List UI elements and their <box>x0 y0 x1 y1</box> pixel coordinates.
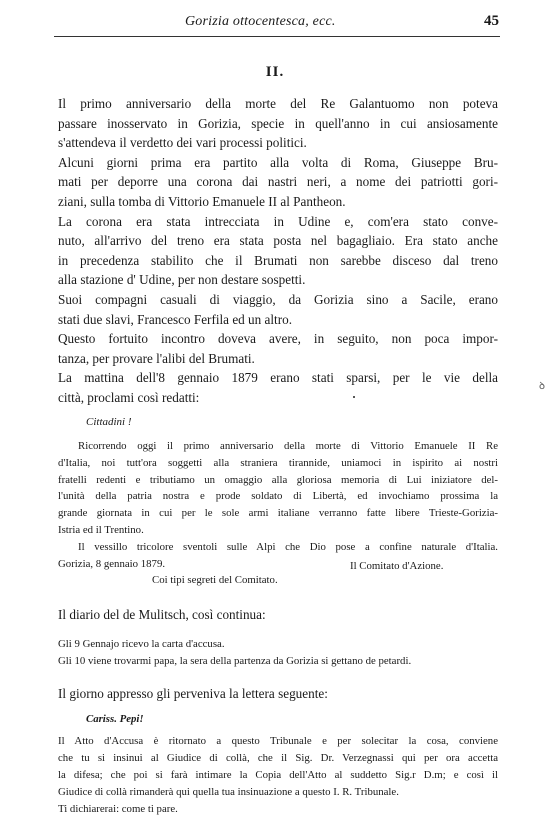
body-line: Suoi compagni casuali di viaggio, da Gorizia sino a Sacile, erano <box>58 291 498 307</box>
proclamation-printer-note: Coi tipi segreti del Comitato. <box>152 574 278 586</box>
header-rule <box>54 36 500 37</box>
proclamation-line: l'unità della patria nostra e prode soldato di Libertà, ed invochiamo prossima la <box>58 490 498 503</box>
proclamation-signature: Il Comitato d'Azione. <box>350 560 444 572</box>
proclamation-date: Gorizia, 8 gennaio 1879. <box>58 557 166 570</box>
proclamation-line: Ricorrendo oggi il primo anniversario della morte di Vittorio Emanuele II Re <box>78 440 498 452</box>
chapter-heading: II. <box>265 64 285 80</box>
diary-entries <box>58 636 498 670</box>
body-line: città, proclami così redatti: <box>58 389 200 405</box>
letter-line: Ti dichiarerai: come ti pare. <box>58 803 178 815</box>
body-line: La mattina dell'8 gennaio 1879 erano stati sparsi, per le vie della <box>58 370 498 386</box>
letter-line: la difesa; che poi si farà intimare la Copia dell'Atto al suddetto Sig.r D.m; e così il <box>58 769 498 781</box>
letter-text <box>58 733 498 818</box>
stray-dot <box>353 396 355 398</box>
letter-salutation: Cariss. Pepi! <box>86 713 144 725</box>
body-line: La corona era stata intrecciata in Udine e, com'era stato conve- <box>58 213 498 229</box>
letter-line: che tu si insinui al Giudice di collà, che il Sig. Dr. Verzegnassi qui per ora accetta <box>58 752 498 764</box>
body-line: alla stazione d' Udine, per non destare sospetti. <box>58 272 306 288</box>
proclamation-line: d'Italia, noi tutt'ora soggetti alla straniera tirannide, uniamoci in ispirito ai nostri <box>58 456 498 469</box>
body-line: mati per deporre una corona dai nastri neri, a nome dei patriotti gori- <box>58 174 498 190</box>
diary-entry: Gli 9 Gennajo ricevo la carta d'accusa. <box>58 638 225 650</box>
body-line: tanza, per provare l'alibi del Brumati. <box>58 350 255 366</box>
body-line: stati due slavi, Francesco Ferfila ed un altro. <box>58 311 293 327</box>
body-line: in precedenza stabilito che il Brumati non sarebbe disceso dal treno <box>58 252 498 268</box>
diary-entry: Gli 10 viene trovarmi papa, la sera della partenza da Gorizia si gettano de petardi. <box>58 655 412 667</box>
letter-intro: Il giorno appresso gli perveniva la lettera seguente: <box>58 686 328 701</box>
page-number: 45 <box>484 13 499 29</box>
body-line: ziani, sulla tomba di Vittorio Emanuele II al Pantheon. <box>58 193 346 209</box>
body-line: Alcuni giorni prima era partito alla volta di Roma, Giuseppe Bru- <box>58 154 498 170</box>
running-title: Gorizia ottocentesca, ecc. <box>185 14 336 29</box>
body-line: Questo fortuito incontro doveva avere, in seguito, non poca impor- <box>58 331 498 347</box>
letter-line: Giudice di collà rimanderà qui quella tua insinuazione a questo I. R. Tribunale. <box>58 786 399 798</box>
proclamation-line: Il vessillo tricolore sventoli sulle Alpi che Dio pose a confine naturale d'Italia. <box>78 540 498 553</box>
page-header <box>0 14 550 34</box>
body-line: s'attendeva il verdetto dei vari processi politici. <box>58 135 307 151</box>
proclamation-line: grande giornata in cui per le sole armi italiane verranno fatte libere Trieste-Gorizia- <box>58 507 498 520</box>
proclamation-text <box>58 438 498 572</box>
proclamation-line: Istria ed il Trentino. <box>58 523 144 536</box>
body-line: passare inosservato in Gorizia, specie in quell'anno in cui ansiosamente <box>58 115 498 131</box>
margin-mark: ꝺ <box>539 381 545 392</box>
letter-line: Il Atto d'Accusa è ritornato a questo Tribunale e per solecitar la cosa, conviene <box>58 735 498 747</box>
body-line: nuto, all'arrivo del treno era stata posta nel bagagliaio. Era stato anche <box>58 233 498 249</box>
body-line: Il primo anniversario della morte del Re Galantuomo non poteva <box>58 96 498 111</box>
diary-intro: Il diario del de Mulitsch, così continua: <box>58 607 266 622</box>
proclamation-salutation: Cittadini ! <box>86 416 132 428</box>
proclamation-line: fratelli redenti e tributiamo un omaggio alla gloriosa memoria di Lui iniziatore del- <box>58 473 498 486</box>
main-body <box>58 94 498 408</box>
